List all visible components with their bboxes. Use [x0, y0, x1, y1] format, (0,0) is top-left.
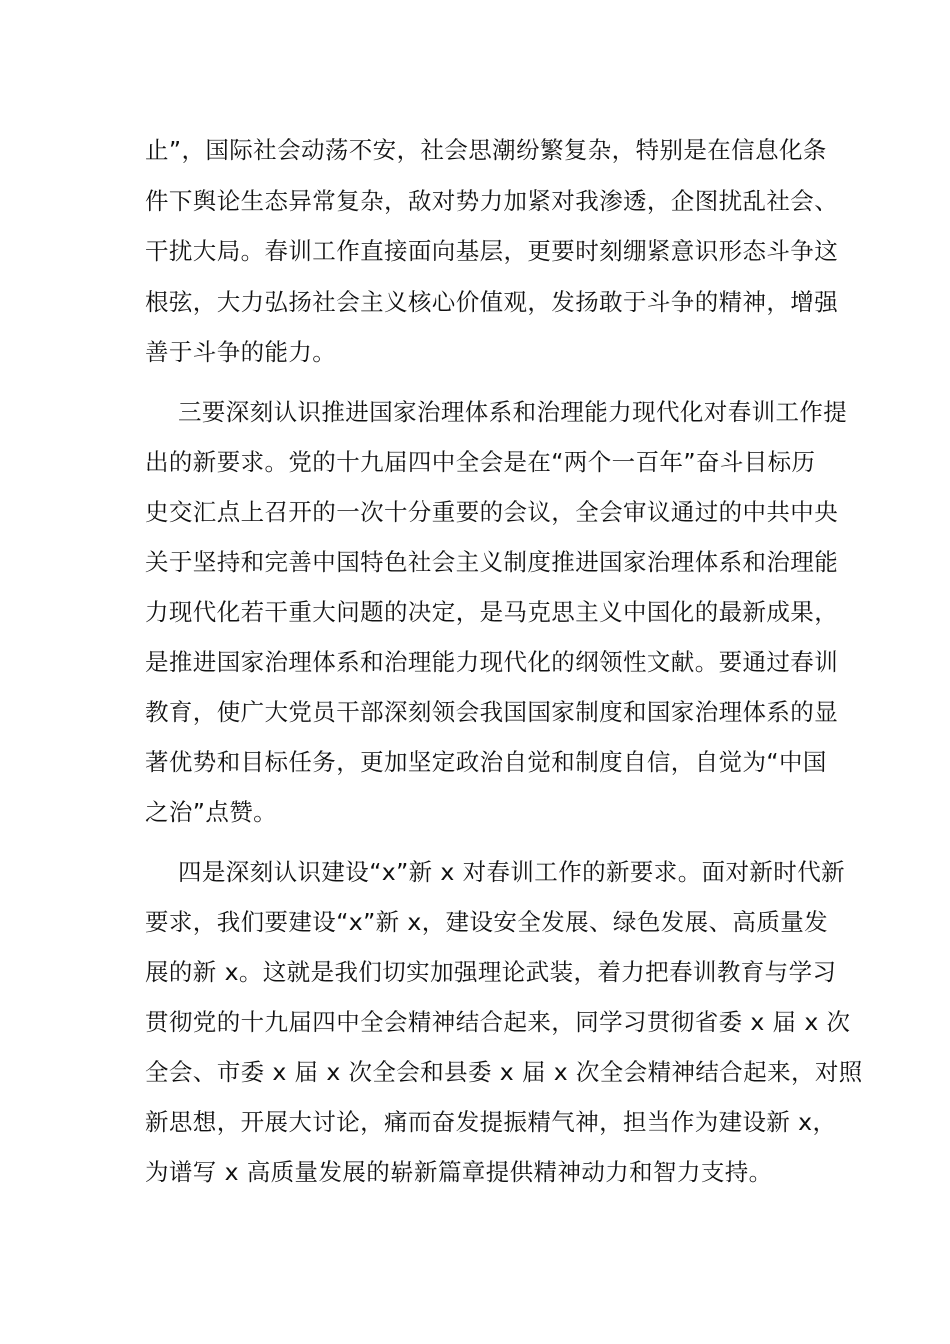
paragraph-line: 要求，我们要建设“x”新 x，建设安全发展、绿色发展、高质量发 [145, 908, 829, 936]
paragraph-line: 出的新要求。党的十九届四中全会是在“两个一百年”奋斗目标历 [145, 448, 816, 476]
paragraph-line: 著优势和目标任务，更加坚定政治自觉和制度自信，自觉为“中国 [145, 748, 827, 776]
paragraph-line: 止”，国际社会动荡不安，社会思潮纷繁复杂，特别是在信息化条 [145, 136, 827, 164]
paragraph-line: 四是深刻认识建设“x”新 x 对春训工作的新要求。面对新时代新 [178, 858, 846, 886]
paragraph-line: 关于坚持和完善中国特色社会主义制度推进国家治理体系和治理能 [145, 548, 839, 576]
paragraph-line: 善于斗争的能力。 [145, 338, 337, 366]
paragraph-line: 之治”点赞。 [145, 798, 278, 826]
paragraph-line: 新思想，开展大讨论，痛而奋发提振精气神，担当作为建设新 x， [145, 1108, 837, 1136]
paragraph-line: 根弦，大力弘扬社会主义核心价值观，发扬敢于斗争的精神，增强 [145, 288, 839, 316]
paragraph-line: 为谱写 x 高质量发展的崭新篇章提供精神动力和智力支持。 [145, 1158, 773, 1186]
paragraph-line: 教育，使广大党员干部深刻领会我国国家制度和国家治理体系的显 [145, 698, 839, 726]
paragraph-line: 史交汇点上召开的一次十分重要的会议，全会审议通过的中共中央 [145, 498, 839, 526]
paragraph-line: 三要深刻认识推进国家治理体系和治理能力现代化对春训工作提 [178, 398, 848, 426]
paragraph-line: 干扰大局。春训工作直接面向基层，更要时刻绷紧意识形态斗争这 [145, 237, 839, 265]
paragraph-line: 全会、市委 x 届 x 次全会和县委 x 届 x 次全会精神结合起来，对照 [145, 1058, 863, 1086]
paragraph-line: 展的新 x。这就是我们切实加强理论武装，着力把春训教育与学习 [145, 958, 837, 986]
paragraph-line: 力现代化若干重大问题的决定，是马克思主义中国化的最新成果， [145, 598, 839, 626]
paragraph-line: 贯彻党的十九届四中全会精神结合起来，同学习贯彻省委 x 届 x 次 [145, 1008, 851, 1036]
paragraph-line: 是推进国家治理体系和治理能力现代化的纲领性文献。要通过春训 [145, 648, 839, 676]
paragraph-line: 件下舆论生态异常复杂，敌对势力加紧对我渗透，企图扰乱社会、 [145, 187, 839, 215]
